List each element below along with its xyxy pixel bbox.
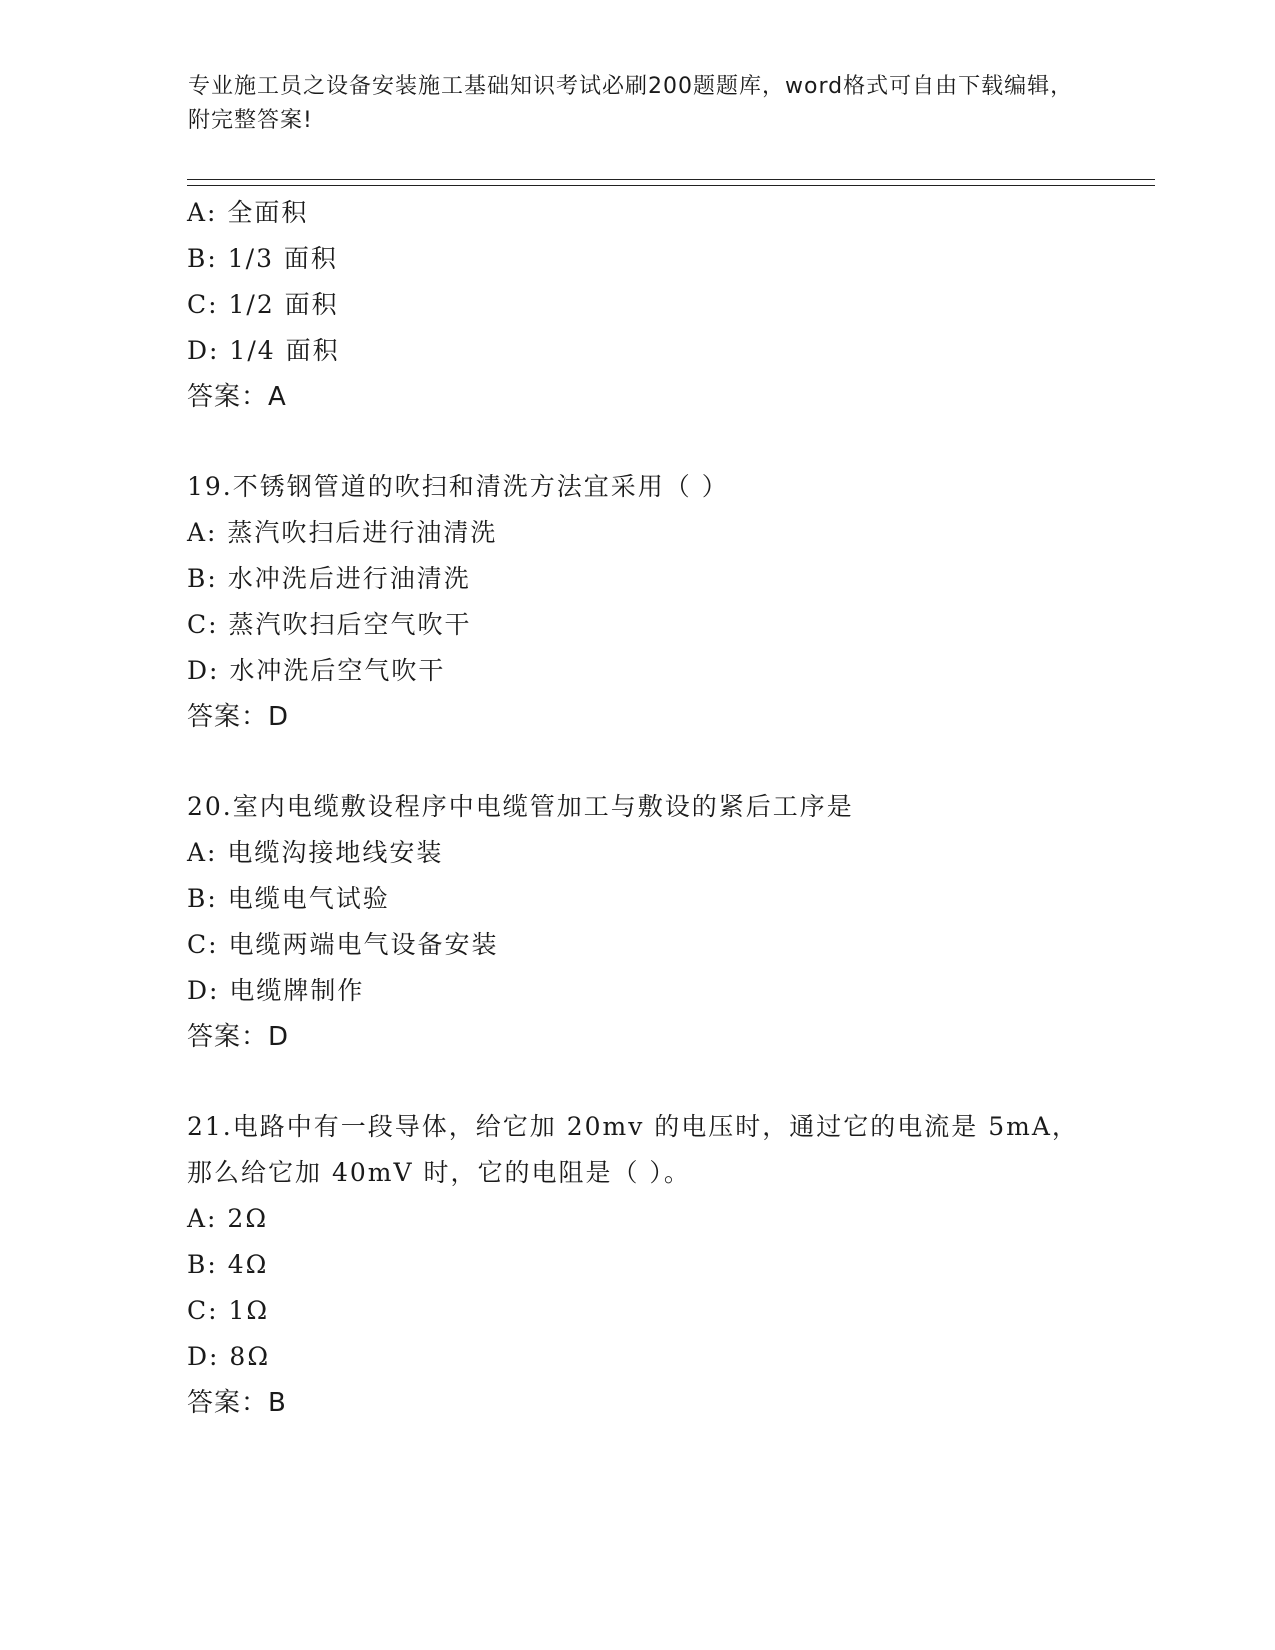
option-a: A: 蒸汽吹扫后进行油清洗 <box>187 518 498 547</box>
spacer <box>187 420 1087 464</box>
option-b: B: 1/3 面积 <box>187 244 338 273</box>
answer-label: 答案：B <box>187 1388 287 1418</box>
option-b: B: 电缆电气试验 <box>187 884 390 913</box>
answer-label: 答案：D <box>187 1022 290 1052</box>
question-text-line-2: 那么给它加 40mV 时，它的电阻是（ ）。 <box>187 1158 691 1187</box>
option-a: A: 电缆沟接地线安装 <box>187 838 444 867</box>
option-a: A: 2Ω <box>187 1204 269 1233</box>
option-b: B: 4Ω <box>187 1250 269 1279</box>
option-c: C: 电缆两端电气设备安装 <box>187 930 499 959</box>
question-text-line-1: 21.电路中有一段导体，给它加 20mv 的电压时，通过它的电流是 5mA， <box>187 1112 1079 1141</box>
page-header-title: 专业施工员之设备安装施工基础知识考试必刷200题题库，word格式可自由下载编辑，附完整答案! <box>188 74 1074 133</box>
answer-label: 答案：A <box>187 382 287 412</box>
option-c: C: 蒸汽吹扫后空气吹干 <box>187 610 472 639</box>
option-c: C: 1/2 面积 <box>187 290 339 319</box>
option-a: A: 全面积 <box>187 198 309 227</box>
option-d: D: 8Ω <box>187 1342 271 1371</box>
question-block-21 <box>187 1104 1087 1426</box>
question-content <box>187 190 1087 1426</box>
question-block-19 <box>187 464 1087 740</box>
header-divider-bottom <box>187 185 1155 186</box>
option-d: D: 电缆牌制作 <box>187 976 365 1005</box>
option-d: D: 水冲洗后空气吹干 <box>187 656 446 685</box>
header-divider-top <box>187 179 1155 180</box>
question-text: 19.不锈钢管道的吹扫和清洗方法宜采用（ ） <box>187 472 729 501</box>
question-block-18 <box>187 190 1087 420</box>
question-text: 20.室内电缆敷设程序中电缆管加工与敷设的紧后工序是 <box>187 792 854 821</box>
spacer <box>187 740 1087 784</box>
spacer <box>187 1060 1087 1104</box>
option-b: B: 水冲洗后进行油清洗 <box>187 564 471 593</box>
option-c: C: 1Ω <box>187 1296 270 1325</box>
answer-label: 答案：D <box>187 702 290 732</box>
option-d: D: 1/4 面积 <box>187 336 340 365</box>
question-block-20 <box>187 784 1087 1060</box>
